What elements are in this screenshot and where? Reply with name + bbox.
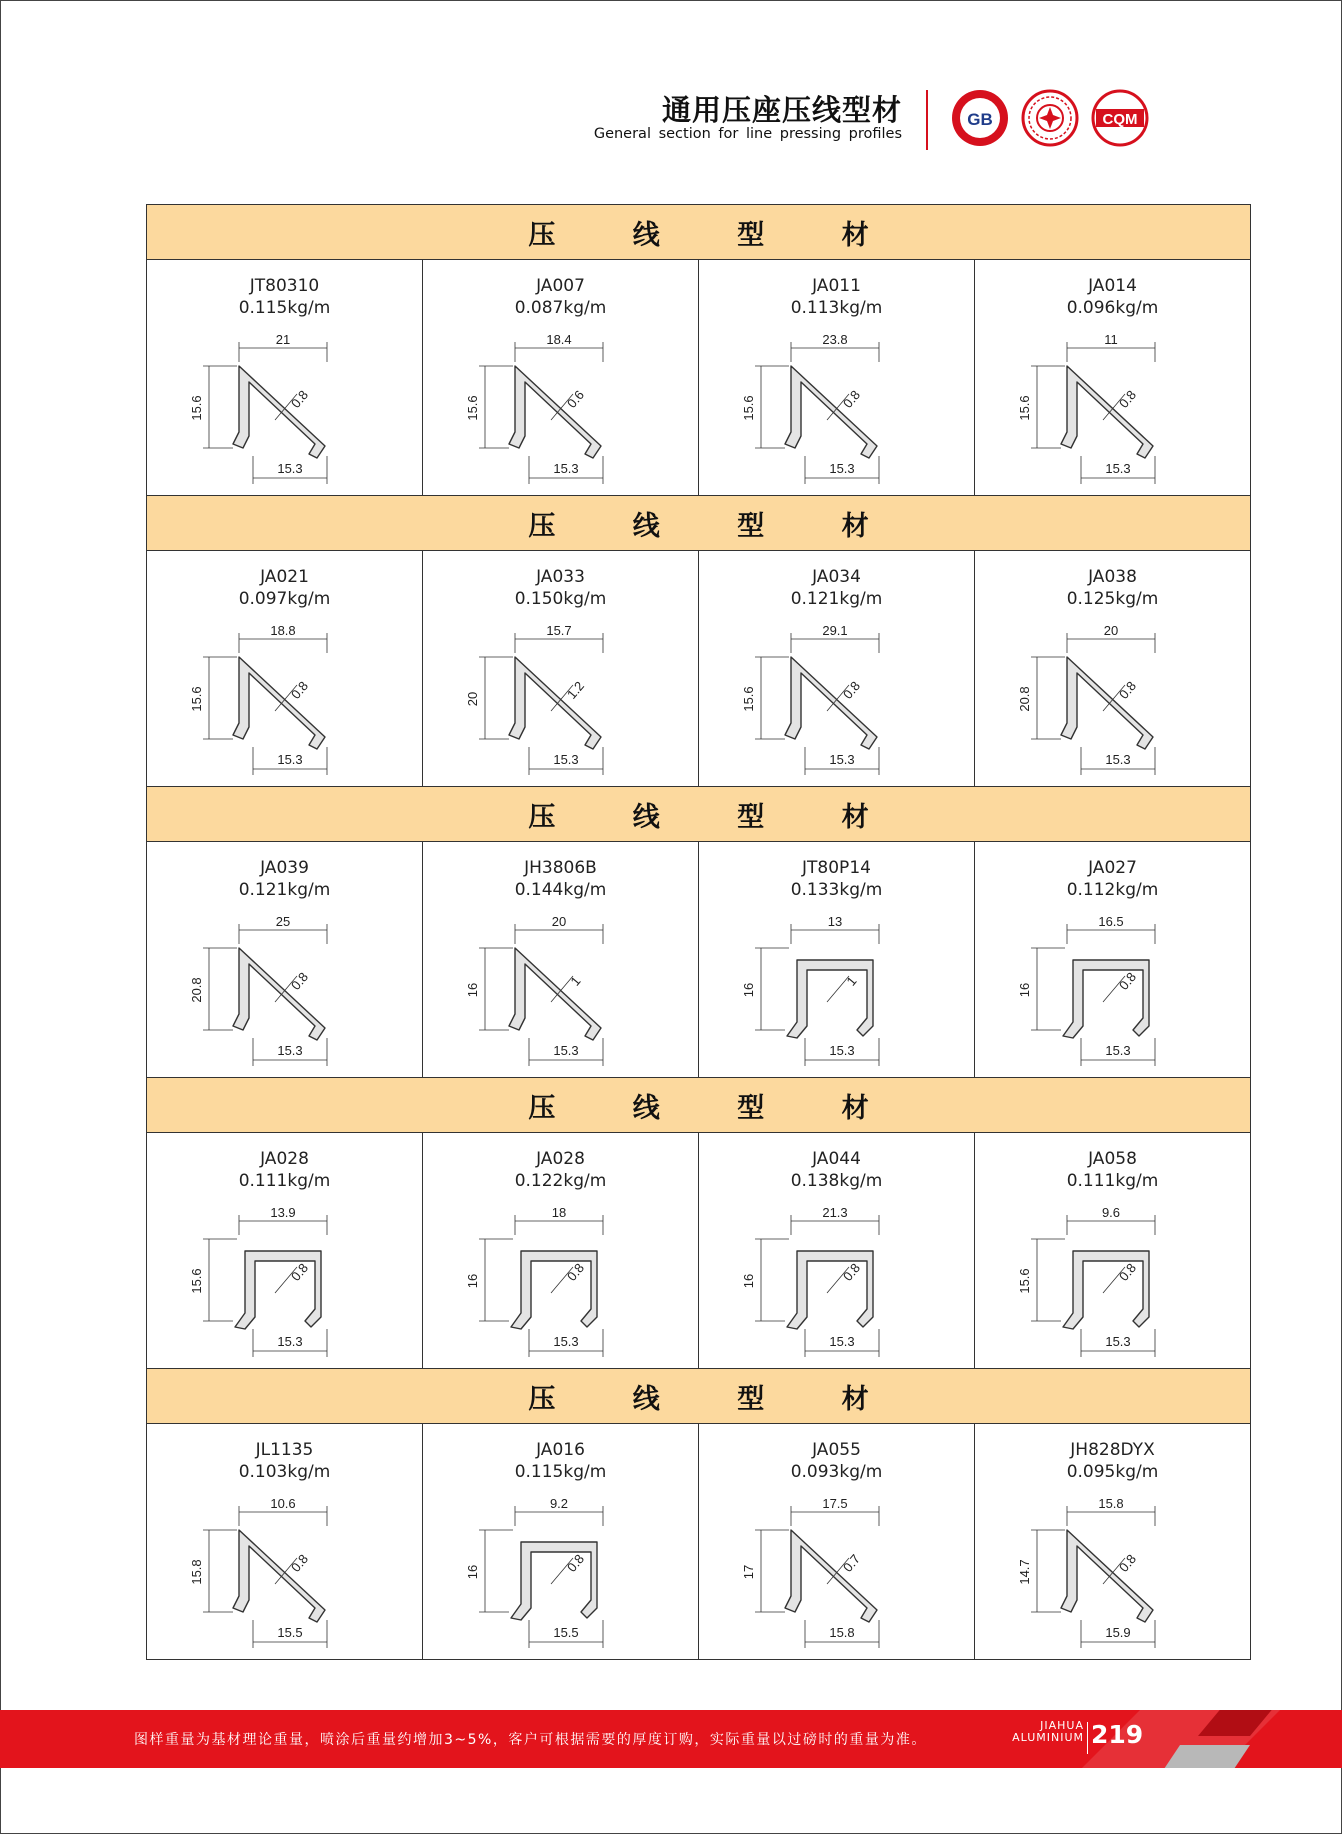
profile-cell bbox=[147, 842, 423, 1077]
profile-drawing bbox=[739, 332, 935, 488]
profile-drawing bbox=[739, 1496, 935, 1652]
profile-cell bbox=[699, 260, 975, 495]
dimension-thickness: 0.8 bbox=[1115, 387, 1140, 411]
dimension-bottom-width: 15.3 bbox=[277, 461, 303, 476]
page-number-divider bbox=[1087, 1722, 1088, 1754]
profile-cell bbox=[975, 842, 1250, 1077]
profile-code: JA021 bbox=[260, 567, 309, 587]
dimension-bottom-width: 15.3 bbox=[1105, 752, 1131, 767]
profile-cell bbox=[147, 1133, 423, 1368]
profile-weight: 0.111kg/m bbox=[1066, 1171, 1159, 1191]
profile-cross-section bbox=[233, 657, 325, 749]
profile-cross-section bbox=[509, 657, 601, 749]
profile-drawing bbox=[187, 914, 383, 1070]
profile-weight: 0.121kg/m bbox=[238, 880, 331, 900]
dimension-left-height: 16 bbox=[1017, 982, 1032, 998]
dimension-bottom-width: 15.3 bbox=[553, 1043, 579, 1058]
profile-drawing bbox=[187, 623, 383, 779]
profile-drawing bbox=[187, 332, 383, 488]
section-band bbox=[147, 496, 1250, 551]
gb-certification-logo bbox=[950, 88, 1010, 148]
profile-cell bbox=[423, 1424, 699, 1659]
dimension-left-height: 20 bbox=[465, 691, 480, 707]
profile-weight: 0.122kg/m bbox=[514, 1171, 607, 1191]
profile-weight: 0.097kg/m bbox=[238, 589, 331, 609]
page-number: 219 bbox=[1091, 1720, 1144, 1749]
dimension-top-width: 18 bbox=[551, 1205, 567, 1220]
dimension-bottom-width: 15.3 bbox=[277, 752, 303, 767]
profile-weight: 0.115kg/m bbox=[238, 298, 331, 318]
dimension-left-height: 16 bbox=[465, 1273, 480, 1289]
profile-code: JA007 bbox=[536, 276, 585, 296]
dimension-top-width: 9.6 bbox=[1101, 1205, 1121, 1220]
dimension-thickness: 1 bbox=[843, 973, 860, 989]
profile-code: JA044 bbox=[812, 1149, 861, 1169]
dimension-bottom-width: 15.3 bbox=[829, 1043, 855, 1058]
dimension-thickness: 0.8 bbox=[287, 1260, 312, 1284]
dimension-bottom-width: 15.5 bbox=[553, 1625, 579, 1640]
dimension-bottom-width: 15.3 bbox=[277, 1334, 303, 1349]
profile-row bbox=[147, 1133, 1250, 1369]
profile-cell bbox=[699, 1424, 975, 1659]
profile-row bbox=[147, 260, 1250, 496]
section-label: 压 线 型 材 bbox=[528, 1092, 903, 1124]
dimension-left-height: 20.8 bbox=[189, 977, 204, 1003]
profile-row bbox=[147, 842, 1250, 1078]
profile-weight: 0.133kg/m bbox=[790, 880, 883, 900]
dimension-thickness: 0.8 bbox=[287, 1551, 312, 1575]
dimension-top-width: 18.8 bbox=[270, 623, 296, 638]
profile-code: JA058 bbox=[1088, 1149, 1137, 1169]
profile-cross-section bbox=[509, 948, 601, 1040]
dimension-bottom-width: 15.3 bbox=[553, 1334, 579, 1349]
svg-text:CQM: CQM bbox=[1102, 111, 1138, 128]
section-label: 压 线 型 材 bbox=[528, 1383, 903, 1415]
dimension-top-width: 18.4 bbox=[546, 332, 572, 347]
profile-drawing bbox=[1015, 1205, 1211, 1361]
profile-drawing bbox=[1015, 623, 1211, 779]
dimension-top-width: 11 bbox=[1104, 332, 1118, 347]
dimension-left-height: 15.6 bbox=[1017, 395, 1032, 421]
profile-cell bbox=[699, 551, 975, 786]
dimension-thickness: 0.6 bbox=[563, 387, 588, 411]
dimension-left-height: 15.6 bbox=[741, 686, 756, 712]
profile-cell bbox=[975, 260, 1250, 495]
profile-cross-section bbox=[1061, 366, 1153, 458]
profile-drawing bbox=[739, 1205, 935, 1361]
profile-drawing bbox=[1015, 332, 1211, 488]
profile-cell bbox=[975, 551, 1250, 786]
dimension-bottom-width: 15.3 bbox=[277, 1043, 303, 1058]
profile-cell bbox=[147, 551, 423, 786]
dimension-thickness: 0.8 bbox=[839, 1260, 864, 1284]
profile-cell bbox=[423, 260, 699, 495]
profile-row bbox=[147, 1424, 1250, 1659]
profile-weight: 0.095kg/m bbox=[1066, 1462, 1159, 1482]
dimension-left-height: 15.6 bbox=[1017, 1268, 1032, 1294]
brand-line-2: ALUMINIUM bbox=[1012, 1731, 1084, 1744]
dimension-top-width: 13 bbox=[827, 914, 843, 929]
dimension-top-width: 21 bbox=[275, 332, 291, 347]
red-seal-logo bbox=[1020, 88, 1080, 148]
profile-code: JA028 bbox=[536, 1149, 585, 1169]
dimension-thickness: 0.8 bbox=[287, 678, 312, 702]
profile-cross-section bbox=[1061, 657, 1153, 749]
dimension-bottom-width: 15.3 bbox=[1105, 461, 1131, 476]
page-subtitle: General section for line pressing profiles bbox=[593, 126, 902, 142]
dimension-top-width: 17.5 bbox=[822, 1496, 848, 1511]
profile-code: JA034 bbox=[812, 567, 861, 587]
dimension-top-width: 15.8 bbox=[1098, 1496, 1124, 1511]
profile-weight: 0.138kg/m bbox=[790, 1171, 883, 1191]
dimension-left-height: 16 bbox=[741, 1273, 756, 1289]
profile-weight: 0.125kg/m bbox=[1066, 589, 1159, 609]
dimension-left-height: 16 bbox=[465, 1564, 480, 1580]
profile-code: JL1135 bbox=[255, 1440, 314, 1460]
profile-drawing bbox=[187, 1205, 383, 1361]
profile-cell bbox=[423, 551, 699, 786]
page-footer bbox=[0, 1710, 1342, 1768]
profile-weight: 0.093kg/m bbox=[790, 1462, 883, 1482]
profile-weight: 0.112kg/m bbox=[1066, 880, 1159, 900]
profile-cell bbox=[147, 1424, 423, 1659]
dimension-top-width: 16.5 bbox=[1098, 914, 1124, 929]
profile-code: JA055 bbox=[812, 1440, 861, 1460]
profile-cell bbox=[699, 842, 975, 1077]
dimension-top-width: 25 bbox=[275, 914, 291, 929]
dimension-thickness: 0.8 bbox=[287, 969, 312, 993]
dimension-thickness: 0.8 bbox=[1115, 678, 1140, 702]
profile-drawing bbox=[1015, 1496, 1211, 1652]
profile-drawing bbox=[739, 914, 935, 1070]
dimension-bottom-width: 15.3 bbox=[829, 752, 855, 767]
profile-cell bbox=[147, 260, 423, 495]
profile-code: JT80P14 bbox=[802, 858, 871, 878]
profile-drawing bbox=[463, 914, 659, 1070]
profile-code: JA038 bbox=[1088, 567, 1137, 587]
dimension-thickness: 0.7 bbox=[839, 1551, 864, 1575]
dimension-left-height: 14.7 bbox=[1017, 1559, 1032, 1585]
profile-weight: 0.121kg/m bbox=[790, 589, 883, 609]
cqm-certification-logo bbox=[1090, 88, 1150, 148]
profile-drawing bbox=[463, 1205, 659, 1361]
profile-cross-section bbox=[785, 1530, 877, 1622]
profile-cell bbox=[699, 1133, 975, 1368]
dimension-top-width: 20 bbox=[1103, 623, 1119, 638]
profile-cell bbox=[423, 842, 699, 1077]
profile-code: JA028 bbox=[260, 1149, 309, 1169]
section-band bbox=[147, 1369, 1250, 1424]
dimension-bottom-width: 15.5 bbox=[277, 1625, 303, 1640]
dimension-left-height: 16 bbox=[465, 982, 480, 998]
dimension-bottom-width: 15.8 bbox=[829, 1625, 855, 1640]
dimension-left-height: 15.6 bbox=[465, 395, 480, 421]
dimension-bottom-width: 15.3 bbox=[553, 461, 579, 476]
section-band bbox=[147, 1078, 1250, 1133]
dimension-top-width: 10.6 bbox=[270, 1496, 296, 1511]
profile-code: JH3806B bbox=[524, 858, 597, 878]
dimension-top-width: 23.8 bbox=[822, 332, 848, 347]
section-band bbox=[147, 787, 1250, 842]
profile-drawing bbox=[1015, 914, 1211, 1070]
profile-drawing bbox=[463, 1496, 659, 1652]
dimension-thickness: 0.8 bbox=[563, 1260, 588, 1284]
dimension-top-width: 15.7 bbox=[546, 623, 572, 638]
profile-weight: 0.144kg/m bbox=[514, 880, 607, 900]
dimension-bottom-width: 15.9 bbox=[1105, 1625, 1131, 1640]
profile-row bbox=[147, 551, 1250, 787]
profile-drawing bbox=[463, 332, 659, 488]
dimension-top-width: 29.1 bbox=[822, 623, 848, 638]
dimension-left-height: 15.8 bbox=[189, 1559, 204, 1585]
profile-weight: 0.113kg/m bbox=[790, 298, 883, 318]
dimension-left-height: 15.6 bbox=[189, 1268, 204, 1294]
section-label: 压 线 型 材 bbox=[528, 801, 903, 833]
dimension-bottom-width: 15.3 bbox=[829, 461, 855, 476]
dimension-left-height: 16 bbox=[741, 982, 756, 998]
dimension-left-height: 15.6 bbox=[741, 395, 756, 421]
section-label: 压 线 型 材 bbox=[528, 219, 903, 251]
profile-weight: 0.087kg/m bbox=[514, 298, 607, 318]
svg-text:GB: GB bbox=[967, 110, 993, 129]
dimension-thickness: 1 bbox=[567, 973, 584, 989]
dimension-bottom-width: 15.3 bbox=[1105, 1334, 1131, 1349]
profile-code: JA011 bbox=[812, 276, 861, 296]
profile-cell bbox=[975, 1133, 1250, 1368]
dimension-left-height: 15.6 bbox=[189, 686, 204, 712]
profile-code: JA016 bbox=[536, 1440, 585, 1460]
footer-note: 图样重量为基材理论重量，喷涂后重量约增加3~5%，客户可根据需要的厚度订购，实际重量以过磅时的重量为准。 bbox=[134, 1732, 927, 1748]
profile-cross-section bbox=[233, 366, 325, 458]
profile-cross-section bbox=[233, 1530, 325, 1622]
profile-weight: 0.115kg/m bbox=[514, 1462, 607, 1482]
dimension-top-width: 21.3 bbox=[822, 1205, 848, 1220]
dimension-left-height: 15.6 bbox=[189, 395, 204, 421]
dimension-thickness: 0.8 bbox=[287, 387, 312, 411]
dimension-top-width: 20 bbox=[551, 914, 567, 929]
profile-drawing bbox=[187, 1496, 383, 1652]
profile-weight: 0.096kg/m bbox=[1066, 298, 1159, 318]
dimension-thickness: 1.2 bbox=[563, 678, 588, 702]
dimension-bottom-width: 15.3 bbox=[553, 752, 579, 767]
dimension-left-height: 17 bbox=[741, 1564, 756, 1580]
profile-code: JH828DYX bbox=[1070, 1440, 1155, 1460]
profile-cross-section bbox=[785, 366, 877, 458]
dimension-thickness: 0.8 bbox=[563, 1551, 588, 1575]
profile-drawing bbox=[463, 623, 659, 779]
profile-cell bbox=[975, 1424, 1250, 1659]
dimension-left-height: 20.8 bbox=[1017, 686, 1032, 712]
dimension-thickness: 0.8 bbox=[1115, 1551, 1140, 1575]
profile-code: JA039 bbox=[260, 858, 309, 878]
dimension-thickness: 0.8 bbox=[839, 678, 864, 702]
brand-line-1: JIAHUA bbox=[1040, 1719, 1084, 1732]
profile-drawing bbox=[739, 623, 935, 779]
brand-name bbox=[994, 1720, 1084, 1744]
dimension-thickness: 0.8 bbox=[1115, 969, 1140, 993]
profile-cross-section bbox=[509, 366, 601, 458]
profile-code: JA033 bbox=[536, 567, 585, 587]
section-label: 压 线 型 材 bbox=[528, 510, 903, 542]
dimension-thickness: 0.8 bbox=[1115, 1260, 1140, 1284]
profile-cross-section bbox=[233, 948, 325, 1040]
profile-code: JA014 bbox=[1088, 276, 1137, 296]
dimension-bottom-width: 15.3 bbox=[829, 1334, 855, 1349]
dimension-bottom-width: 15.3 bbox=[1105, 1043, 1131, 1058]
page-header bbox=[593, 84, 1244, 154]
profile-grid bbox=[146, 204, 1251, 1660]
profile-weight: 0.103kg/m bbox=[238, 1462, 331, 1482]
profile-cross-section bbox=[1061, 1530, 1153, 1622]
dimension-top-width: 13.9 bbox=[270, 1205, 296, 1220]
dimension-top-width: 9.2 bbox=[549, 1496, 569, 1511]
profile-code: JT80310 bbox=[249, 276, 320, 296]
section-band bbox=[147, 205, 1250, 260]
profile-weight: 0.150kg/m bbox=[514, 589, 607, 609]
dimension-thickness: 0.8 bbox=[839, 387, 864, 411]
page-title: 通用压座压线型材 bbox=[661, 93, 902, 127]
profile-code: JA027 bbox=[1088, 858, 1137, 878]
profile-cross-section bbox=[785, 657, 877, 749]
profile-cell bbox=[423, 1133, 699, 1368]
profile-weight: 0.111kg/m bbox=[238, 1171, 331, 1191]
header-divider bbox=[926, 90, 928, 150]
